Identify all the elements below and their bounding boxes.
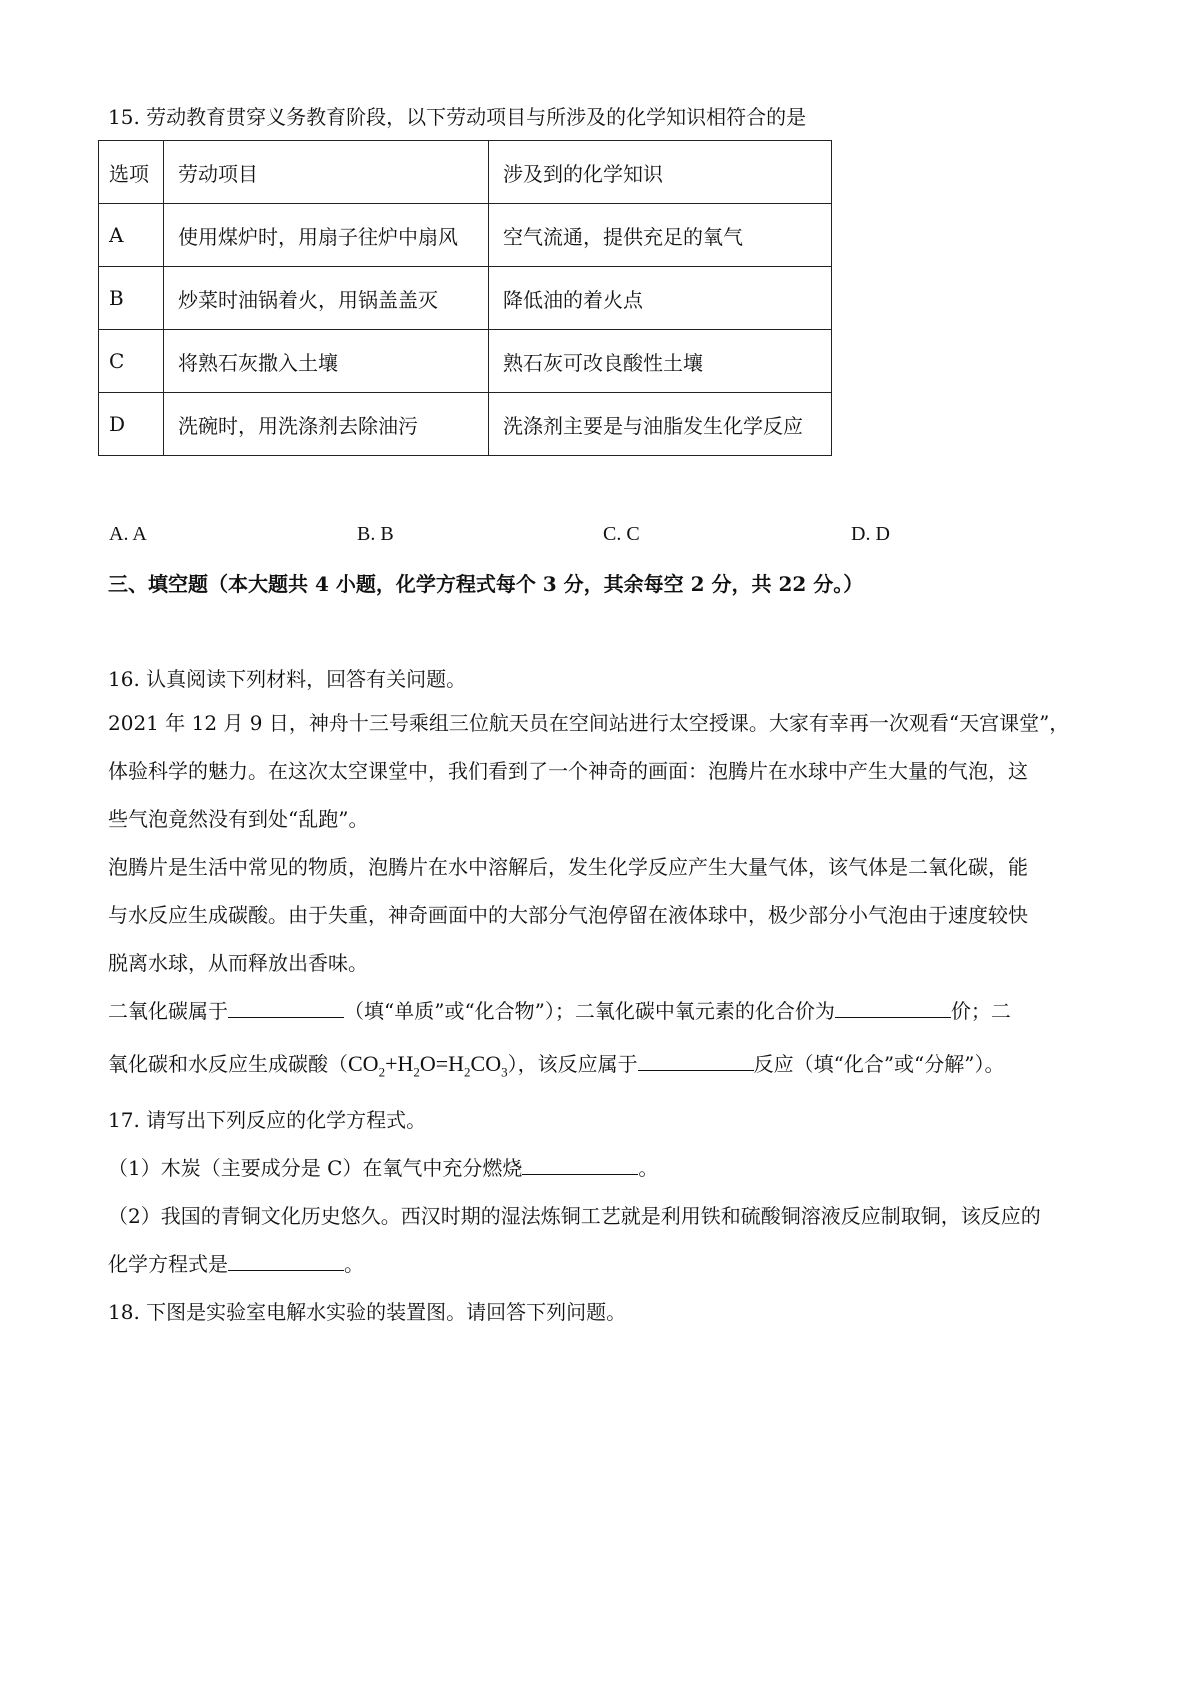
answer-blank[interactable] [522, 1156, 638, 1175]
cell: 熟石灰可改良酸性土壤 [489, 330, 832, 393]
question-16-blank-line-1 [108, 999, 1011, 1023]
cell: A [99, 204, 164, 267]
table-row [99, 204, 832, 267]
cell: C [99, 330, 164, 393]
header-cell: 选项 [99, 141, 164, 204]
answer-blank[interactable] [228, 999, 344, 1018]
cell: B [99, 267, 164, 330]
cell: 洗碗时，用洗涤剂去除油污 [164, 393, 489, 456]
cell: 洗涤剂主要是与油脂发生化学反应 [489, 393, 832, 456]
question-15-stem: 15. 劳动教育贯穿义务教育阶段，以下劳动项目与所涉及的化学知识相符合的是 [108, 105, 807, 129]
cell: 炒菜时油锅着火，用锅盖盖灭 [164, 267, 489, 330]
option-c[interactable]: C. C [603, 523, 640, 545]
chemical-equation: $CO_2+H_2O=H_2CO_3$ [348, 1051, 508, 1080]
question-16-stem: 16. 认真阅读下列材料，回答有关问题。 [108, 667, 467, 691]
table-row [99, 393, 832, 456]
paragraph-line: 些气泡竟然没有到处“乱跑”。 [108, 807, 369, 831]
cell: D [99, 393, 164, 456]
cell: 将熟石灰撒入土壤 [164, 330, 489, 393]
text: （填“单质”或“化合物”）；二氧化碳中氧元素的化合价为 [344, 999, 835, 1023]
paragraph-line: 脱离水球，从而释放出香味。 [108, 951, 368, 975]
paragraph-line: 体验科学的魅力。在这次太空课堂中，我们看到了一个神奇的画面：泡腾片在水球中产生大量的气泡，这 [108, 759, 1028, 783]
header-cell: 涉及到的化学知识 [489, 141, 832, 204]
table-row [99, 330, 832, 393]
option-a[interactable]: A. A [109, 523, 147, 545]
question-17-part-1 [108, 1156, 658, 1180]
question-17-stem: 17. 请写出下列反应的化学方程式。 [108, 1108, 427, 1132]
text: 。 [344, 1252, 364, 1276]
cell: 空气流通，提供充足的氧气 [489, 204, 832, 267]
header-cell: 劳动项目 [164, 141, 489, 204]
cell: 降低油的着火点 [489, 267, 832, 330]
question-16-blank-line-2 [108, 1052, 1005, 1084]
question-17-part-2-cont [108, 1252, 364, 1276]
table-row [99, 267, 832, 330]
text: 氧化碳和水反应生成碳酸（ [108, 1052, 348, 1076]
text: 化学方程式是 [108, 1252, 228, 1276]
section-heading: 三、填空题（本大题共 4 小题，化学方程式每个 3 分，其余每空 2 分，共 22 分。） [108, 572, 864, 596]
paragraph-line: 与水反应生成碳酸。由于失重，神奇画面中的大部分气泡停留在液体球中，极少部分小气泡由于速度较快 [108, 903, 1028, 927]
text: ），该反应属于 [507, 1052, 638, 1076]
text: 。 [638, 1156, 659, 1180]
text: 反应（填“化合”或“分解”）。 [753, 1052, 1005, 1076]
answer-blank[interactable] [638, 1052, 754, 1071]
answer-blank[interactable] [835, 999, 951, 1018]
option-b[interactable]: B. B [357, 523, 394, 545]
cell: 使用煤炉时，用扇子往炉中扇风 [164, 204, 489, 267]
question-18-stem: 18. 下图是实验室电解水实验的装置图。请回答下列问题。 [108, 1300, 627, 1324]
option-d[interactable]: D. D [851, 523, 890, 545]
answer-blank[interactable] [228, 1252, 344, 1271]
text: （1）木炭（主要成分是 C）在氧气中充分燃烧 [108, 1156, 523, 1180]
paragraph-line: 泡腾片是生活中常见的物质，泡腾片在水中溶解后，发生化学反应产生大量气体，该气体是二氧化碳，能 [108, 855, 1028, 879]
table-header-row [99, 141, 832, 204]
text: 二氧化碳属于 [108, 999, 228, 1023]
paragraph-line: 2021 年 12 月 9 日，神舟十三号乘组三位航天员在空间站进行太空授课。大家有幸再一次观看“天宫课堂”， [108, 711, 1070, 735]
question-17-part-2: （2）我国的青铜文化历史悠久。西汉时期的湿法炼铜工艺就是利用铁和硫酸铜溶液反应制取铜，该反应的 [108, 1204, 1041, 1228]
question-15-table [98, 140, 832, 456]
text: 价；二 [950, 999, 1011, 1023]
